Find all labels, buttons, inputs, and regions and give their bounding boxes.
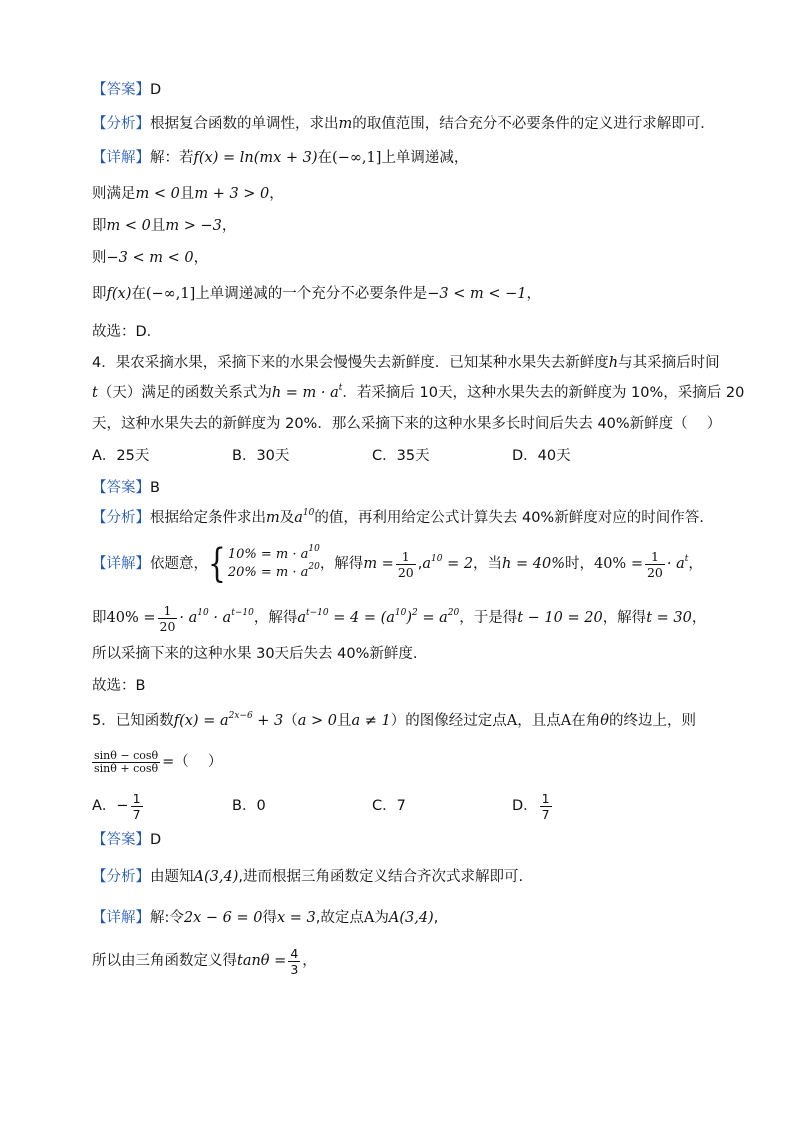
text: 根据给定条件求出 bbox=[150, 510, 266, 526]
q5-stem-line2 bbox=[92, 744, 222, 780]
text: 且 bbox=[150, 218, 166, 234]
q4-stem-line1 bbox=[92, 353, 720, 373]
math: m bbox=[266, 510, 280, 526]
math bbox=[174, 713, 284, 729]
q5-options bbox=[92, 786, 652, 826]
fraction-num: 1 bbox=[396, 549, 416, 565]
math: m bbox=[338, 116, 353, 132]
text: 4．果农采摘水果，采摘下来的水果会慢慢失去新鲜度．已知某种水果失去新鲜度 bbox=[92, 355, 609, 371]
math-base: a bbox=[294, 510, 303, 526]
fraction bbox=[288, 946, 300, 977]
option-b[interactable] bbox=[232, 786, 372, 826]
q3-conclusion bbox=[92, 322, 161, 342]
math: A(3,4) bbox=[193, 869, 239, 885]
math-base: = 4 = (a bbox=[333, 610, 395, 626]
text: 的值，再利用给定公式计算失去 40%新鲜度对应的时间作答. bbox=[314, 510, 704, 526]
q5-answer-line bbox=[92, 830, 161, 850]
text: ）的图像经过定点 bbox=[390, 713, 507, 729]
q4-analysis-line bbox=[92, 508, 704, 528]
math-exp: t bbox=[338, 383, 343, 393]
math: A bbox=[506, 713, 518, 729]
q4-conclusion bbox=[92, 676, 145, 696]
math: t = 30 bbox=[646, 610, 692, 626]
option-label: C． bbox=[372, 798, 397, 814]
text: ，当 bbox=[473, 556, 503, 572]
text: 在角 bbox=[571, 713, 601, 729]
text: 所以由三角函数定义得 bbox=[92, 953, 237, 969]
text: ,故定点 bbox=[315, 910, 364, 926]
math-exp: t−10 bbox=[306, 608, 329, 618]
text: 时， bbox=[564, 556, 594, 572]
math-base: · a bbox=[213, 610, 232, 626]
math-exp: 10 bbox=[302, 508, 315, 518]
math: a > 0 bbox=[297, 713, 338, 729]
math-base: = a bbox=[422, 610, 448, 626]
text: =（ ） bbox=[162, 754, 223, 770]
math: A bbox=[560, 713, 572, 729]
math: A bbox=[363, 910, 375, 926]
q4-stem-line3 bbox=[92, 414, 721, 434]
text: 为 bbox=[374, 910, 389, 926]
option-value: 0 bbox=[256, 798, 266, 814]
fraction bbox=[540, 791, 552, 822]
option-d[interactable] bbox=[512, 786, 652, 826]
math-exp: 20 bbox=[308, 562, 320, 572]
text: ，于是得 bbox=[459, 610, 518, 626]
system-row bbox=[228, 564, 320, 582]
fraction-num: 1 bbox=[158, 603, 178, 619]
math-exp: t−10 bbox=[231, 608, 254, 618]
fraction bbox=[158, 603, 178, 634]
math bbox=[297, 610, 459, 626]
text: ， bbox=[691, 610, 707, 626]
q3-line3 bbox=[92, 216, 236, 236]
math: t bbox=[92, 385, 98, 401]
option-b[interactable]: B．30天 bbox=[232, 448, 290, 464]
q4-line3 bbox=[92, 644, 418, 664]
math: a ≠ 1 bbox=[351, 713, 391, 729]
text: 则 bbox=[92, 250, 107, 266]
math: tanθ = bbox=[237, 953, 287, 969]
fraction bbox=[131, 791, 143, 822]
math: 40% = bbox=[106, 610, 156, 626]
math-base: · a bbox=[666, 556, 685, 572]
fraction-den: sinθ + cosθ bbox=[94, 761, 159, 775]
math: 2x − 6 = 0 bbox=[183, 910, 263, 926]
answer-value: D bbox=[150, 82, 162, 98]
option-c[interactable]: C．35天 bbox=[372, 448, 430, 464]
q3-answer-line bbox=[92, 80, 161, 100]
math: m + 3 > 0 bbox=[194, 186, 270, 202]
option-label: B． bbox=[232, 798, 257, 814]
q3-detail-line bbox=[92, 148, 468, 168]
text: 且 bbox=[179, 186, 195, 202]
text: 5．已知函数 bbox=[92, 713, 174, 729]
q3-line4 bbox=[92, 248, 208, 268]
text: , bbox=[433, 910, 439, 926]
text: 解:令 bbox=[150, 910, 184, 926]
q5-analysis-line bbox=[92, 867, 523, 887]
math: −3 < m < −1 bbox=[427, 286, 527, 302]
q5-detail-line bbox=[92, 908, 438, 928]
q5-line2 bbox=[92, 942, 317, 980]
answer-value: B bbox=[150, 480, 160, 496]
math-exp: 10 bbox=[308, 544, 320, 554]
text: 根据复合函数的单调性，求出 bbox=[150, 116, 339, 132]
q3-line5 bbox=[92, 284, 541, 304]
answer-tag: 【答案】 bbox=[92, 480, 150, 496]
text: 在 bbox=[317, 150, 333, 166]
text: 依题意， bbox=[150, 556, 208, 572]
text: 的终边上，则 bbox=[608, 713, 696, 729]
math: m = bbox=[363, 556, 394, 572]
fraction-num: 1 bbox=[645, 549, 665, 565]
math: m < 0 bbox=[106, 218, 151, 234]
fraction-den: 7 bbox=[541, 806, 550, 822]
text: 天，这种水果失去的新鲜度为 20%．那么采摘下来的这种水果多长时间后失去 40%新鲜度（ ） bbox=[92, 416, 722, 432]
text: ，解得 bbox=[253, 610, 298, 626]
math-base: = 2 bbox=[447, 556, 474, 572]
math: h = 40% bbox=[502, 556, 565, 572]
math-base: h = m · a bbox=[271, 385, 339, 401]
text: 故选：B bbox=[92, 678, 146, 694]
fraction bbox=[92, 750, 160, 775]
q3-line2 bbox=[92, 184, 284, 204]
math-exp: 20 bbox=[447, 608, 460, 618]
text: 上单调递减， bbox=[381, 150, 469, 166]
math: −3 < m < 0 bbox=[106, 250, 194, 266]
fraction-num: 1 bbox=[132, 790, 141, 806]
text: ， bbox=[688, 556, 703, 572]
text: 得 bbox=[262, 910, 277, 926]
text: ， bbox=[302, 953, 317, 969]
option-label: A． bbox=[92, 798, 117, 814]
math-exp: 10 bbox=[431, 554, 443, 564]
q4-options bbox=[92, 446, 652, 466]
math bbox=[294, 510, 314, 526]
analysis-tag: 【分析】 bbox=[92, 510, 150, 526]
math: t − 10 = 20 bbox=[517, 610, 603, 626]
math: A(3,4) bbox=[388, 910, 434, 926]
detail-tag: 【详解】 bbox=[92, 910, 150, 926]
option-sign: − bbox=[116, 798, 129, 814]
math-base: + 3 bbox=[257, 713, 284, 729]
fraction bbox=[396, 549, 416, 580]
analysis-tag: 【分析】 bbox=[92, 116, 150, 132]
text: 上单调递减的一个充分不必要条件是 bbox=[195, 286, 428, 302]
text: 的取值范围，结合充分不必要条件的定义进行求解即可． bbox=[352, 116, 715, 132]
option-label: D． bbox=[512, 798, 538, 814]
text: ，解得 bbox=[319, 556, 364, 572]
math: (−∞,1] bbox=[145, 286, 196, 302]
math-base: f(x) = a bbox=[173, 713, 229, 729]
math: θ bbox=[600, 713, 609, 729]
option-value: 7 bbox=[396, 798, 406, 814]
text: ， bbox=[269, 186, 284, 202]
equation-system bbox=[228, 546, 320, 582]
math: m < 0 bbox=[135, 186, 180, 202]
math: f(x) = ln(mx + 3) bbox=[193, 150, 318, 166]
fraction-den: 20 bbox=[397, 564, 414, 580]
text: 解：若 bbox=[150, 150, 194, 166]
text: 故选：D． bbox=[92, 324, 162, 340]
text: , bbox=[417, 556, 423, 572]
option-a[interactable]: A．25天 bbox=[92, 448, 150, 464]
system-brace: { bbox=[208, 540, 226, 587]
math bbox=[422, 556, 473, 572]
fraction bbox=[645, 549, 665, 580]
fraction-den: 20 bbox=[646, 564, 663, 580]
math: h bbox=[608, 355, 619, 371]
math-base: · a bbox=[179, 610, 198, 626]
system-row bbox=[228, 546, 320, 564]
math-base: ) bbox=[406, 610, 413, 626]
detail-tag: 【详解】 bbox=[92, 150, 150, 166]
math-exp: 10 bbox=[197, 608, 209, 618]
q4-answer-line bbox=[92, 478, 160, 498]
math: f(x) bbox=[106, 286, 132, 302]
detail-tag: 【详解】 bbox=[92, 556, 150, 572]
fraction-den: 20 bbox=[159, 618, 176, 634]
text: ．若采摘后 10天，这种水果失去的新鲜度为 10%，采摘后 20 bbox=[342, 385, 745, 401]
math-base: 10% = m · a bbox=[227, 547, 309, 562]
text: 即 bbox=[92, 610, 107, 626]
text: ，且点 bbox=[517, 713, 561, 729]
q5-stem-line1 bbox=[92, 711, 696, 731]
math: m > −3 bbox=[165, 218, 222, 234]
math bbox=[272, 385, 343, 401]
answer-tag: 【答案】 bbox=[92, 82, 150, 98]
math: 40% = bbox=[593, 556, 643, 572]
option-d[interactable]: D．40天 bbox=[512, 448, 571, 464]
option-c[interactable] bbox=[372, 786, 512, 826]
q4-stem-line2 bbox=[92, 383, 744, 403]
answer-tag: 【答案】 bbox=[92, 832, 150, 848]
fraction-den: 3 bbox=[290, 961, 299, 977]
fraction-den: 7 bbox=[132, 806, 141, 822]
math bbox=[667, 556, 689, 572]
fraction-num: 1 bbox=[541, 790, 550, 806]
math-base: 20% = m · a bbox=[227, 565, 309, 580]
text: ， bbox=[526, 286, 541, 302]
fraction-num: 4 bbox=[290, 945, 299, 961]
text: 所以采摘下来的这种水果 30天后失去 40%新鲜度. bbox=[92, 646, 418, 662]
text: ， bbox=[221, 218, 237, 234]
analysis-tag: 【分析】 bbox=[92, 869, 150, 885]
text: 与其采摘后时间 bbox=[618, 355, 720, 371]
fraction-num: sinθ − cosθ bbox=[94, 748, 159, 762]
math-exp: 2 bbox=[412, 608, 418, 618]
text: 由题知 bbox=[150, 869, 194, 885]
text: 及 bbox=[279, 510, 295, 526]
q4-detail-line bbox=[92, 540, 703, 587]
text: 则满足 bbox=[92, 186, 136, 202]
option-a[interactable] bbox=[92, 786, 232, 826]
q4-line2 bbox=[92, 598, 706, 638]
text: 即 bbox=[92, 286, 107, 302]
text: ， bbox=[193, 250, 209, 266]
text: 即 bbox=[92, 218, 107, 234]
math-exp: t bbox=[684, 554, 689, 564]
text: 且 bbox=[337, 713, 352, 729]
math bbox=[179, 610, 253, 626]
text: ，解得 bbox=[602, 610, 647, 626]
math-base: a bbox=[297, 610, 306, 626]
q3-analysis-line bbox=[92, 114, 715, 134]
text: ,进而根据三角函数定义结合齐次式求解即可. bbox=[238, 869, 524, 885]
math-exp: 2x−6 bbox=[228, 711, 253, 721]
math: x = 3 bbox=[276, 910, 316, 926]
math-exp: 10 bbox=[394, 608, 407, 618]
text: （ bbox=[283, 713, 298, 729]
math-base: a bbox=[422, 556, 431, 572]
math: (−∞,1] bbox=[332, 150, 382, 166]
text: 在 bbox=[131, 286, 146, 302]
answer-value: D bbox=[150, 832, 162, 848]
text: （天）满足的函数关系式为 bbox=[97, 385, 272, 401]
